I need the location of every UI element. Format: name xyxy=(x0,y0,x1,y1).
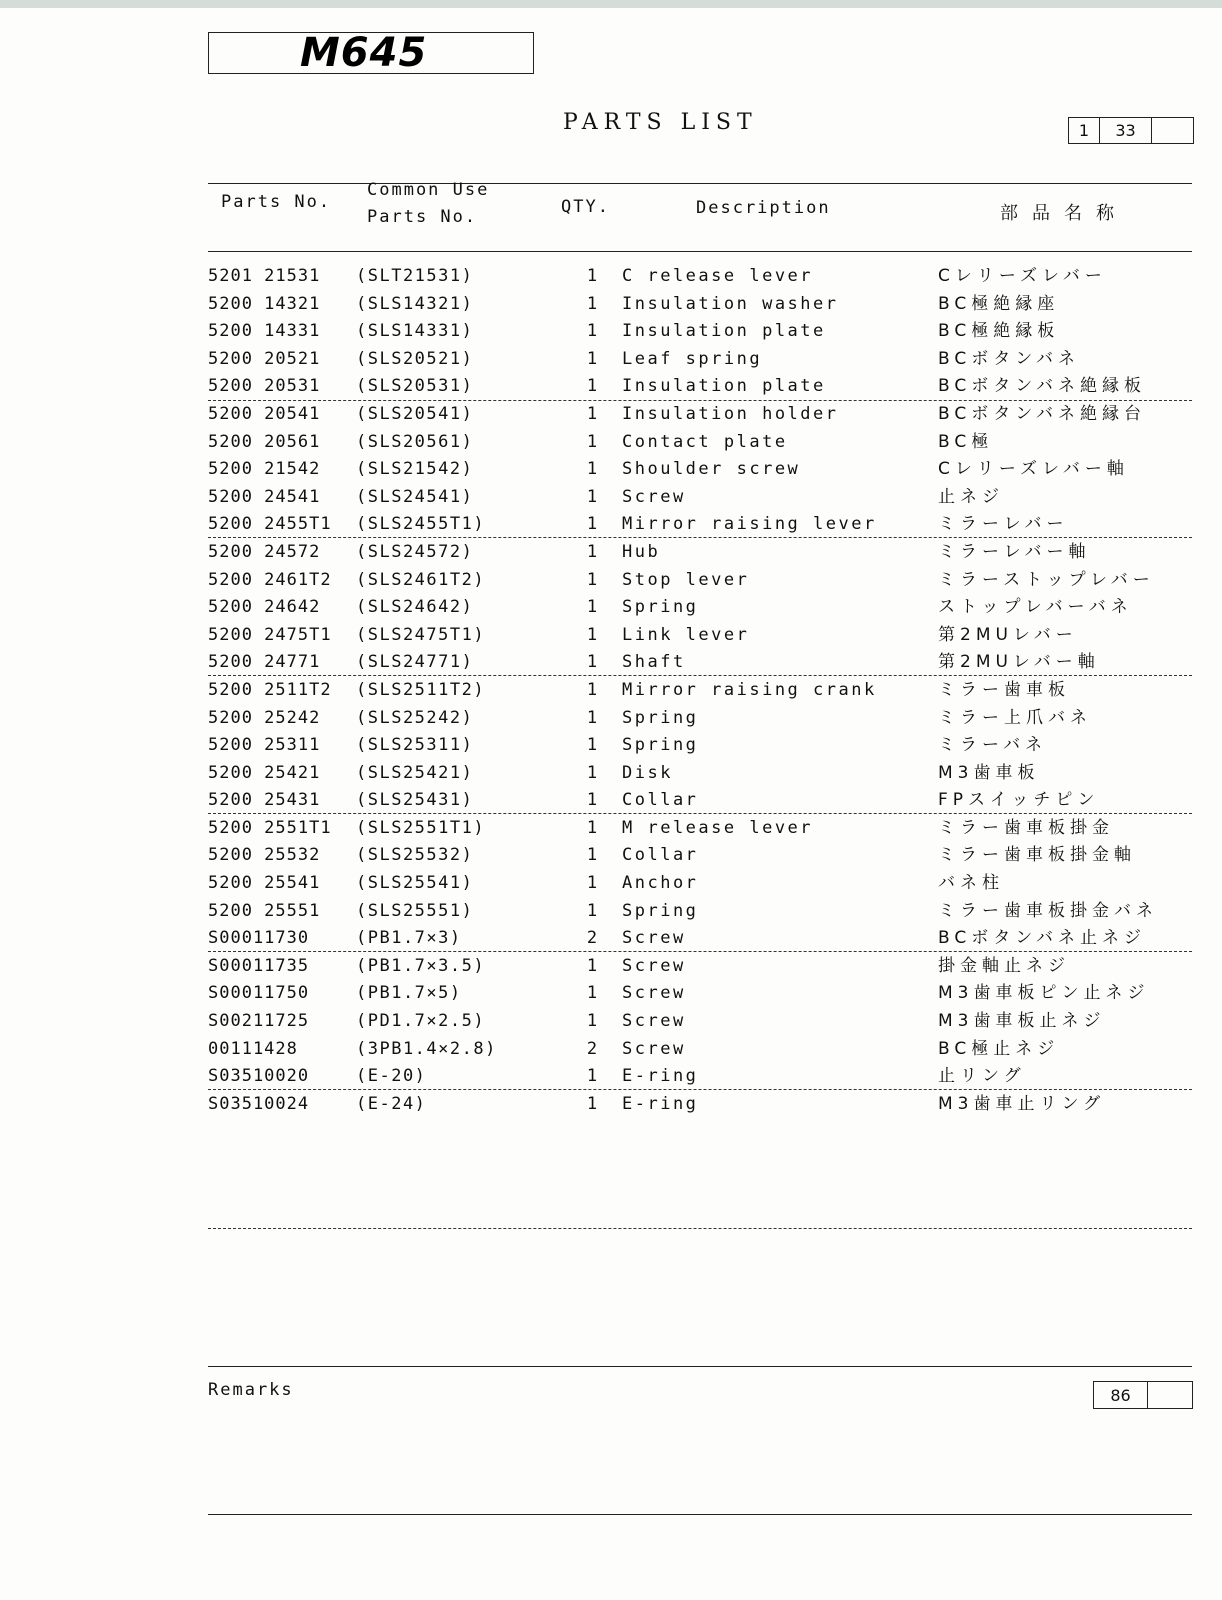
japanese-name: BCボタンバネ xyxy=(938,348,1081,369)
japanese-name: 止リング xyxy=(938,1066,1026,1087)
top-edge-band xyxy=(0,0,1222,8)
common-use-part-number: (SLS25532) xyxy=(356,845,474,866)
quantity: 1 xyxy=(586,348,598,369)
table-row xyxy=(208,1008,1192,1036)
part-number: 5200 24572 xyxy=(208,541,321,562)
part-number: S03510020 xyxy=(208,1066,310,1087)
table-row xyxy=(208,511,1192,539)
part-number: 5200 2461T2 xyxy=(208,569,332,590)
description: Spring xyxy=(622,707,699,728)
description: E-ring xyxy=(622,1093,699,1114)
description: Screw xyxy=(622,486,686,507)
quantity: 1 xyxy=(586,624,598,645)
japanese-name: M3歯車板ピン止ネジ xyxy=(938,983,1150,1004)
common-use-part-number: (SLS14331) xyxy=(356,321,474,342)
common-use-part-number: (SLS25421) xyxy=(356,762,474,783)
japanese-name: 第2MUレバー xyxy=(938,624,1078,645)
part-number: 5200 20531 xyxy=(208,376,321,397)
table-row xyxy=(208,291,1192,319)
common-use-part-number: (SLS2475T1) xyxy=(356,624,486,645)
part-number: 5200 25532 xyxy=(208,845,321,866)
quantity: 2 xyxy=(586,928,598,949)
japanese-name: 止ネジ xyxy=(938,486,1004,507)
description: Screw xyxy=(622,983,686,1004)
quantity: 1 xyxy=(586,652,598,673)
japanese-name: ストップレバーバネ xyxy=(938,597,1133,618)
common-use-part-number: (SLS20521) xyxy=(356,348,474,369)
group-divider xyxy=(208,951,1192,952)
description: Stop lever xyxy=(622,569,750,590)
description: Spring xyxy=(622,735,699,756)
japanese-name: FPスイッチピン xyxy=(938,790,1100,811)
part-number: S00011750 xyxy=(208,983,310,1004)
table-row xyxy=(208,1063,1192,1091)
table-row xyxy=(208,870,1192,898)
part-number: 5200 14321 xyxy=(208,293,321,314)
table-row xyxy=(208,649,1192,677)
quantity: 1 xyxy=(586,983,598,1004)
description: E-ring xyxy=(622,1066,699,1087)
common-use-part-number: (SLS25431) xyxy=(356,790,474,811)
remarks-label: Remarks xyxy=(208,1380,294,1400)
part-number: S00011730 xyxy=(208,928,310,949)
table-row xyxy=(208,732,1192,760)
common-use-part-number: (SLS25242) xyxy=(356,707,474,728)
common-use-part-number: (PB1.7×3.5) xyxy=(356,955,486,976)
japanese-name: バネ柱 xyxy=(938,873,1004,894)
part-number: S00011735 xyxy=(208,955,310,976)
description: Screw xyxy=(622,955,686,976)
table-row xyxy=(208,1091,1192,1119)
japanese-name: ミラー歯車板掛金バネ xyxy=(938,900,1158,921)
common-use-part-number: (SLS20531) xyxy=(356,376,474,397)
group-divider xyxy=(208,400,1192,401)
part-number: 5200 24771 xyxy=(208,652,321,673)
table-row xyxy=(208,677,1192,705)
table-row xyxy=(208,594,1192,622)
part-number: 5200 20521 xyxy=(208,348,321,369)
description: Hub xyxy=(622,541,661,562)
common-use-part-number: (PD1.7×2.5) xyxy=(356,1011,486,1032)
col-header-description: Description xyxy=(696,198,831,218)
japanese-name: BC極 xyxy=(938,431,994,452)
quantity: 1 xyxy=(586,817,598,838)
japanese-name: ミラーバネ xyxy=(938,735,1048,756)
table-row xyxy=(208,705,1192,733)
description: Mirror raising crank xyxy=(622,679,877,700)
table-row xyxy=(208,925,1192,953)
header-page-box xyxy=(1068,117,1194,144)
table-row xyxy=(208,346,1192,374)
group-divider xyxy=(208,1089,1192,1090)
quantity: 1 xyxy=(586,403,598,424)
description: C release lever xyxy=(622,266,814,286)
quantity: 1 xyxy=(586,431,598,452)
quantity: 1 xyxy=(586,1066,598,1087)
part-number: 5200 25311 xyxy=(208,735,321,756)
description: Screw xyxy=(622,928,686,949)
description: Screw xyxy=(622,1038,686,1059)
common-use-part-number: (SLS14321) xyxy=(356,293,474,314)
part-number: 5200 2551T1 xyxy=(208,817,332,838)
table-row xyxy=(208,318,1192,346)
quantity: 1 xyxy=(586,762,598,783)
quantity: 1 xyxy=(586,679,598,700)
quantity: 1 xyxy=(586,900,598,921)
header-page-left: 1 xyxy=(1078,121,1090,140)
footer-page-number: 86 xyxy=(1110,1385,1131,1405)
bottom-rule xyxy=(208,1514,1192,1515)
part-number: 5200 2455T1 xyxy=(208,514,332,535)
common-use-part-number: (E-24) xyxy=(356,1093,427,1114)
common-use-part-number: (SLS24572) xyxy=(356,541,474,562)
remarks-top-rule xyxy=(208,1366,1192,1367)
description: M release lever xyxy=(622,817,814,838)
part-number: 00111428 xyxy=(208,1038,298,1059)
part-number: 5200 2511T2 xyxy=(208,679,332,700)
group-divider xyxy=(208,537,1192,538)
part-number: 5200 25541 xyxy=(208,873,321,894)
table-row xyxy=(208,787,1192,815)
table-row xyxy=(208,456,1192,484)
common-use-part-number: (SLS2511T2) xyxy=(356,679,486,700)
quantity: 1 xyxy=(586,955,598,976)
description: Spring xyxy=(622,597,699,618)
quantity: 1 xyxy=(586,459,598,480)
table-top-rule xyxy=(208,183,1192,184)
description: Disk xyxy=(622,762,673,783)
quantity: 1 xyxy=(586,514,598,535)
description: Shoulder screw xyxy=(622,459,801,480)
part-number: 5201 21531 xyxy=(208,266,321,286)
common-use-part-number: (SLS24771) xyxy=(356,652,474,673)
common-use-part-number: (SLS25541) xyxy=(356,873,474,894)
japanese-name: ミラーレバー軸 xyxy=(938,541,1091,562)
japanese-name: Cレリーズレバー xyxy=(938,266,1107,286)
part-number: S00211725 xyxy=(208,1011,310,1032)
japanese-name: 第2MUレバー軸 xyxy=(938,652,1100,673)
part-number: 5200 24642 xyxy=(208,597,321,618)
japanese-name: BCボタンバネ絶縁板 xyxy=(938,376,1147,397)
description: Spring xyxy=(622,900,699,921)
japanese-name: M3歯車板 xyxy=(938,762,1040,783)
description: Insulation holder xyxy=(622,403,839,424)
japanese-name: ミラーストップレバー xyxy=(938,569,1155,590)
part-number: 5200 21542 xyxy=(208,459,321,480)
description: Collar xyxy=(622,790,699,811)
group-divider xyxy=(208,813,1192,814)
col-header-common-use-2: Parts No. xyxy=(367,207,478,227)
col-header-jp-name: 部品名称 xyxy=(1000,203,1128,224)
header-bottom-rule xyxy=(208,251,1192,252)
table-row xyxy=(208,429,1192,457)
description: Insulation plate xyxy=(622,321,826,342)
model-title: M645 xyxy=(300,30,428,76)
table-row xyxy=(208,622,1192,650)
japanese-name: ミラーレバー xyxy=(938,514,1069,535)
common-use-part-number: (SLS2551T1) xyxy=(356,817,486,838)
col-header-qty: QTY. xyxy=(561,197,610,217)
common-use-part-number: (SLS24541) xyxy=(356,486,474,507)
table-row xyxy=(208,842,1192,870)
table-row xyxy=(208,567,1192,595)
quantity: 1 xyxy=(586,569,598,590)
table-row xyxy=(208,898,1192,926)
description: Shaft xyxy=(622,652,686,673)
table-row xyxy=(208,539,1192,567)
common-use-part-number: (E-20) xyxy=(356,1066,427,1087)
common-use-part-number: (SLS20561) xyxy=(356,431,474,452)
quantity: 1 xyxy=(586,541,598,562)
quantity: 1 xyxy=(586,845,598,866)
description: Link lever xyxy=(622,624,750,645)
common-use-part-number: (PB1.7×5) xyxy=(356,983,462,1004)
common-use-part-number: (SLS21542) xyxy=(356,459,474,480)
group-divider xyxy=(208,675,1192,676)
part-number: 5200 24541 xyxy=(208,486,321,507)
description: Insulation plate xyxy=(622,376,826,397)
description: Contact plate xyxy=(622,431,788,452)
japanese-name: BCボタンバネ絶縁台 xyxy=(938,403,1147,424)
japanese-name: M3歯車板止ネジ xyxy=(938,1011,1106,1032)
japanese-name: BCボタンバネ止ネジ xyxy=(938,928,1147,949)
description: Screw xyxy=(622,1011,686,1032)
quantity: 1 xyxy=(586,1011,598,1032)
description: Insulation washer xyxy=(622,293,839,314)
quantity: 1 xyxy=(586,376,598,397)
quantity: 1 xyxy=(586,486,598,507)
part-number: 5200 20541 xyxy=(208,403,321,424)
quantity: 1 xyxy=(586,1093,598,1114)
japanese-name: ミラー歯車板掛金 xyxy=(938,817,1114,838)
part-number: 5200 25242 xyxy=(208,707,321,728)
quantity: 1 xyxy=(586,873,598,894)
description: Leaf spring xyxy=(622,348,763,369)
quantity: 1 xyxy=(586,321,598,342)
header-page-mid: 33 xyxy=(1099,118,1151,143)
common-use-part-number: (SLS24642) xyxy=(356,597,474,618)
parts-table-body xyxy=(208,263,1192,1118)
table-row xyxy=(208,1036,1192,1064)
japanese-name: ミラー歯車板 xyxy=(938,679,1070,700)
japanese-name: 掛金軸止ネジ xyxy=(938,955,1070,976)
part-number: 5200 2475T1 xyxy=(208,624,332,645)
japanese-name: BC極絶縁座 xyxy=(938,293,1060,314)
table-row xyxy=(208,263,1192,291)
header-page-right xyxy=(1151,118,1193,143)
common-use-part-number: (SLS2455T1) xyxy=(356,514,486,535)
common-use-part-number: (SLT21531) xyxy=(356,266,474,286)
japanese-name: BC極絶縁板 xyxy=(938,321,1060,342)
japanese-name: M3歯車止リング xyxy=(938,1093,1106,1114)
table-row xyxy=(208,815,1192,843)
part-number: S03510024 xyxy=(208,1093,310,1114)
table-row xyxy=(208,401,1192,429)
common-use-part-number: (PB1.7×3) xyxy=(356,928,462,949)
quantity: 1 xyxy=(586,293,598,314)
part-number: 5200 25551 xyxy=(208,900,321,921)
quantity: 1 xyxy=(586,790,598,811)
quantity: 1 xyxy=(586,266,598,286)
part-number: 5200 25431 xyxy=(208,790,321,811)
table-row xyxy=(208,953,1192,981)
japanese-name: ミラー上爪バネ xyxy=(938,707,1092,728)
description: Collar xyxy=(622,845,699,866)
common-use-part-number: (SLS20541) xyxy=(356,403,474,424)
japanese-name: BC極止ネジ xyxy=(938,1038,1060,1059)
common-use-part-number: (3PB1.4×2.8) xyxy=(356,1038,497,1059)
part-number: 5200 20561 xyxy=(208,431,321,452)
part-number: 5200 25421 xyxy=(208,762,321,783)
col-header-parts-no: Parts No. xyxy=(221,192,332,212)
footer-page-right xyxy=(1147,1382,1192,1408)
quantity: 1 xyxy=(586,735,598,756)
table-row xyxy=(208,980,1192,1008)
col-header-common-use-1: Common Use xyxy=(367,180,490,200)
description: Anchor xyxy=(622,873,699,894)
description: Mirror raising lever xyxy=(622,514,877,535)
part-number: 5200 14331 xyxy=(208,321,321,342)
common-use-part-number: (SLS25551) xyxy=(356,900,474,921)
common-use-part-number: (SLS2461T2) xyxy=(356,569,486,590)
table-row xyxy=(208,373,1192,401)
table-row xyxy=(208,760,1192,788)
common-use-part-number: (SLS25311) xyxy=(356,735,474,756)
group-divider xyxy=(208,1228,1192,1229)
quantity: 2 xyxy=(586,1038,598,1059)
page-title: PARTS LIST xyxy=(563,110,758,135)
footer-page-box xyxy=(1093,1381,1193,1409)
japanese-name: Cレリーズレバー軸 xyxy=(938,459,1129,480)
japanese-name: ミラー歯車板掛金軸 xyxy=(938,845,1136,866)
table-row xyxy=(208,484,1192,512)
quantity: 1 xyxy=(586,597,598,618)
quantity: 1 xyxy=(586,707,598,728)
